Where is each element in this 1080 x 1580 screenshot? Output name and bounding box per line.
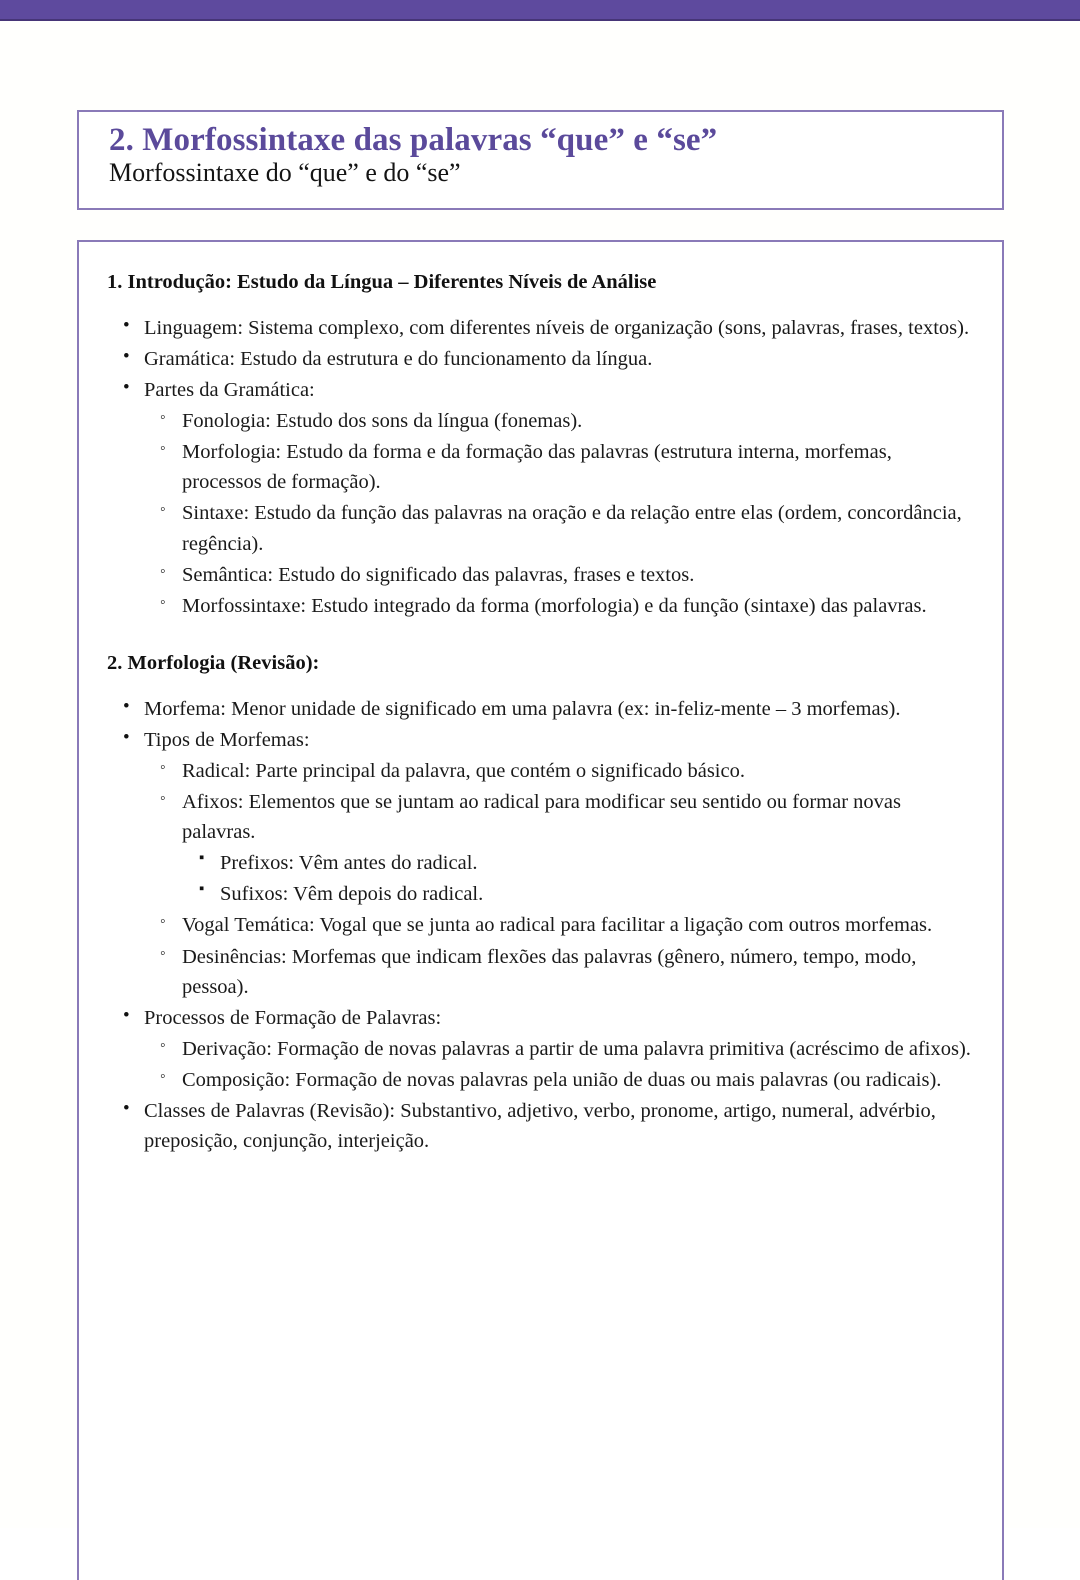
section-bullets [107, 694, 976, 1157]
bullet-list-level-1 [107, 313, 976, 621]
list-item [144, 942, 976, 1002]
list-item-text: ◦ Radical: Parte principal da palavra, que contém o significado básico. [182, 756, 976, 786]
page-subtitle: Morfossintaxe do “que” e do “se” [109, 158, 461, 187]
list-item [107, 1003, 976, 1095]
section-heading: 2. Morfologia (Revisão): [107, 651, 320, 674]
list-item-text: ◦ Derivação: Formação de novas palavras a partir de uma palavra primitiva (acréscimo de afixos). [182, 1034, 976, 1064]
list-item [144, 560, 976, 590]
list-item [144, 910, 976, 940]
bullet-list-level-3 [182, 848, 976, 909]
list-item [144, 406, 976, 436]
list-item [144, 756, 976, 786]
list-item-text: • Tipos de Morfemas: [144, 725, 976, 755]
list-item-text: • Linguagem: Sistema complexo, com diferentes níveis de organização (sons, palavras, frases, textos). [144, 313, 976, 343]
list-item [144, 1065, 976, 1095]
content-box [77, 240, 1004, 1580]
list-item [107, 313, 976, 343]
content-section [107, 270, 976, 621]
list-item [107, 1096, 976, 1156]
list-item-text: ▪ Sufixos: Vêm depois do radical. [220, 879, 976, 909]
list-item-text: ◦ Desinências: Morfemas que indicam flexões das palavras (gênero, número, tempo, modo, pessoa). [182, 942, 976, 1002]
bullet-list-level-2 [144, 406, 976, 621]
section-bullets [107, 313, 976, 621]
bullet-list-level-2 [144, 1034, 976, 1095]
list-item [144, 437, 976, 497]
title-box [77, 110, 1004, 210]
list-item-text: • Gramática: Estudo da estrutura e do funcionamento da língua. [144, 344, 976, 374]
content-body [79, 242, 1002, 1156]
list-item-text: • Morfema: Menor unidade de significado em uma palavra (ex: in-feliz-mente – 3 morfemas). [144, 694, 976, 724]
list-item-text: • Classes de Palavras (Revisão): Substantivo, adjetivo, verbo, pronome, artigo, numeral, advérbio, preposição, conjunção, interjeição. [144, 1096, 976, 1156]
list-item-text: ◦ Afixos: Elementos que se juntam ao radical para modificar seu sentido ou formar novas palavras. [182, 787, 976, 847]
list-item-text: ◦ Composição: Formação de novas palavras pela união de duas ou mais palavras (ou radicais). [182, 1065, 976, 1095]
bullet-list-level-1 [107, 694, 976, 1157]
list-item [182, 879, 976, 909]
list-item-text: ◦ Morfossintaxe: Estudo integrado da forma (morfologia) e da função (sintaxe) das palavras. [182, 591, 976, 621]
list-item-text: ◦ Sintaxe: Estudo da função das palavras na oração e da relação entre elas (ordem, concordância, regência). [182, 498, 976, 558]
list-item [144, 787, 976, 910]
list-item [144, 498, 976, 558]
list-item [144, 591, 976, 621]
list-item [182, 848, 976, 878]
page-title: 2. Morfossintaxe das palavras “que” e “se” [109, 122, 718, 158]
list-item [107, 344, 976, 374]
list-item-text: ◦ Morfologia: Estudo da forma e da formação das palavras (estrutura interna, morfemas, processos de formação). [182, 437, 976, 497]
title-box-inner [79, 112, 1002, 186]
bullet-list-level-2 [144, 756, 976, 1002]
list-item-text: ◦ Vogal Temática: Vogal que se junta ao radical para facilitar a ligação com outros morfemas. [182, 910, 976, 940]
list-item [107, 694, 976, 724]
list-item-text: • Processos de Formação de Palavras: [144, 1003, 976, 1033]
list-item-text: ▪ Prefixos: Vêm antes do radical. [220, 848, 976, 878]
list-item-text: ◦ Semântica: Estudo do significado das palavras, frases e textos. [182, 560, 976, 590]
section-heading: 1. Introdução: Estudo da Língua – Diferentes Níveis de Análise [107, 271, 657, 293]
list-item [144, 1034, 976, 1064]
content-section [107, 651, 976, 1157]
top-accent-band [0, 0, 1080, 21]
list-item-text: ◦ Fonologia: Estudo dos sons da língua (fonemas). [182, 406, 976, 436]
list-item-text: • Partes da Gramática: [144, 375, 976, 405]
list-item [107, 725, 976, 1002]
list-item [107, 375, 976, 621]
